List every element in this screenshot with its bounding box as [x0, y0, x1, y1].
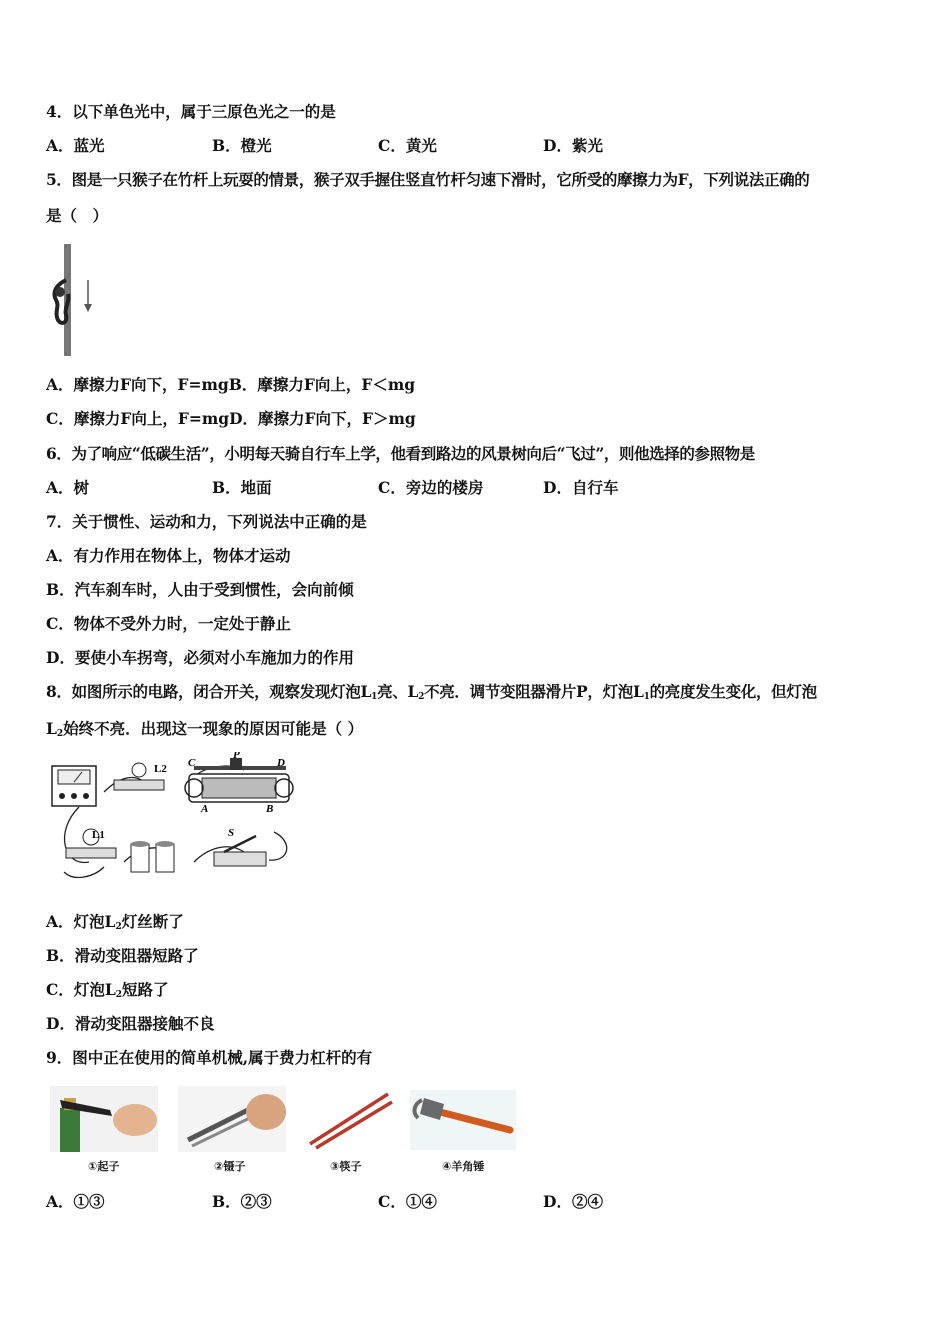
q4-stem: 4．以下单色光中，属于三原色光之一的是 — [46, 102, 336, 121]
q9-option-b[interactable]: B．②③ — [212, 1192, 272, 1211]
q9-option-c[interactable]: C．①④ — [378, 1192, 437, 1211]
q6-option-d[interactable]: D．自行车 — [543, 478, 619, 497]
caption-opener: ①起子 — [88, 1160, 120, 1173]
q7-option-a[interactable]: A．有力作用在物体上，物体才运动 — [46, 546, 291, 565]
q4-option-c[interactable]: C．黄光 — [378, 136, 437, 155]
q4-option-b[interactable]: B．橙光 — [212, 136, 272, 155]
q6-option-a[interactable]: A．树 — [46, 478, 90, 497]
monkey-head — [55, 287, 65, 297]
q8-option-c[interactable]: C．灯泡$L_2$短路了 — [46, 980, 169, 1000]
label-b: B — [266, 803, 274, 815]
label-l2: L2 — [154, 763, 167, 775]
q8-stem-line2: $L_2$始终不亮．出现这一现象的原因可能是（ ） — [46, 719, 364, 739]
label-l1: L1 — [92, 829, 105, 841]
q7-option-d[interactable]: D．要使小车拐弯，必须对小车施加力的作用 — [46, 648, 354, 667]
q9-option-a[interactable]: A．①③ — [46, 1192, 105, 1211]
label-c: C — [188, 757, 196, 769]
q8-option-a[interactable]: A．灯泡$L_2$灯丝断了 — [46, 912, 184, 932]
bulb-l2 — [132, 763, 146, 777]
bottle-opener-image — [50, 1086, 158, 1152]
chopsticks-image — [304, 1086, 400, 1152]
q5-stem-line2: 是（ ） — [46, 206, 109, 225]
q9-option-d[interactable]: D．②④ — [543, 1192, 603, 1211]
caption-hammer: ④羊角锤 — [442, 1160, 485, 1173]
caption-chopsticks: ③筷子 — [330, 1160, 362, 1173]
q8-option-d[interactable]: D．滑动变阻器接触不良 — [46, 1014, 215, 1033]
battery-2 — [156, 844, 174, 872]
q7-option-b[interactable]: B．汽车刹车时，人由于受到惯性，会向前倾 — [46, 580, 354, 599]
q6-stem: 6．为了响应“低碳生活”，小明每天骑自行车上学，他看到路边的风景树向后“飞过”，则他选择的参照物是 — [46, 444, 755, 463]
q5-options-line2[interactable]: C．摩擦力F向上，F=mgD．摩擦力F向下，F＞mg — [46, 409, 416, 428]
q4-option-d[interactable]: D．紫光 — [543, 136, 603, 155]
q5-stem-line1: 5．图是一只猴子在竹杆上玩耍的情景，猴子双手握住竖直竹杆匀速下滑时，它所受的摩擦力为F，下列说法正确的 — [46, 170, 810, 189]
q7-stem: 7．关于惯性、运动和力，下列说法中正确的是 — [46, 512, 367, 531]
q7-option-c[interactable]: C．物体不受外力时，一定处于静止 — [46, 614, 291, 633]
claw-hammer-image — [410, 1090, 516, 1150]
q5-options-line1[interactable]: A．摩擦力F向下，F=mgB．摩擦力F向上，F＜mg — [46, 375, 416, 394]
circuit-figure — [44, 752, 299, 887]
q8-option-b[interactable]: B．滑动变阻器短路了 — [46, 946, 199, 965]
tweezers-image — [178, 1086, 286, 1152]
q6-option-b[interactable]: B．地面 — [212, 478, 272, 497]
battery-1 — [131, 844, 149, 872]
label-a: A — [201, 803, 209, 815]
caption-tweezers: ②镊子 — [214, 1160, 246, 1173]
monkey-on-pole-figure — [44, 240, 114, 360]
q9-stem: 9．图中正在使用的简单机械,属于费力杠杆的有 — [46, 1048, 373, 1067]
q8-stem-line1: 8．如图所示的电路，闭合开关，观察发现灯泡$L_1$亮、$L_2$不亮．调节变阻器滑片P，灯泡$L_1$的亮度发生变化，但灯泡 — [46, 682, 817, 702]
force-arrow-head — [84, 304, 92, 312]
q6-option-c[interactable]: C．旁边的楼房 — [378, 478, 484, 497]
label-s: S — [228, 827, 235, 839]
label-p: P — [233, 752, 240, 761]
label-d: D — [277, 757, 285, 769]
q4-option-a[interactable]: A．蓝光 — [46, 136, 105, 155]
